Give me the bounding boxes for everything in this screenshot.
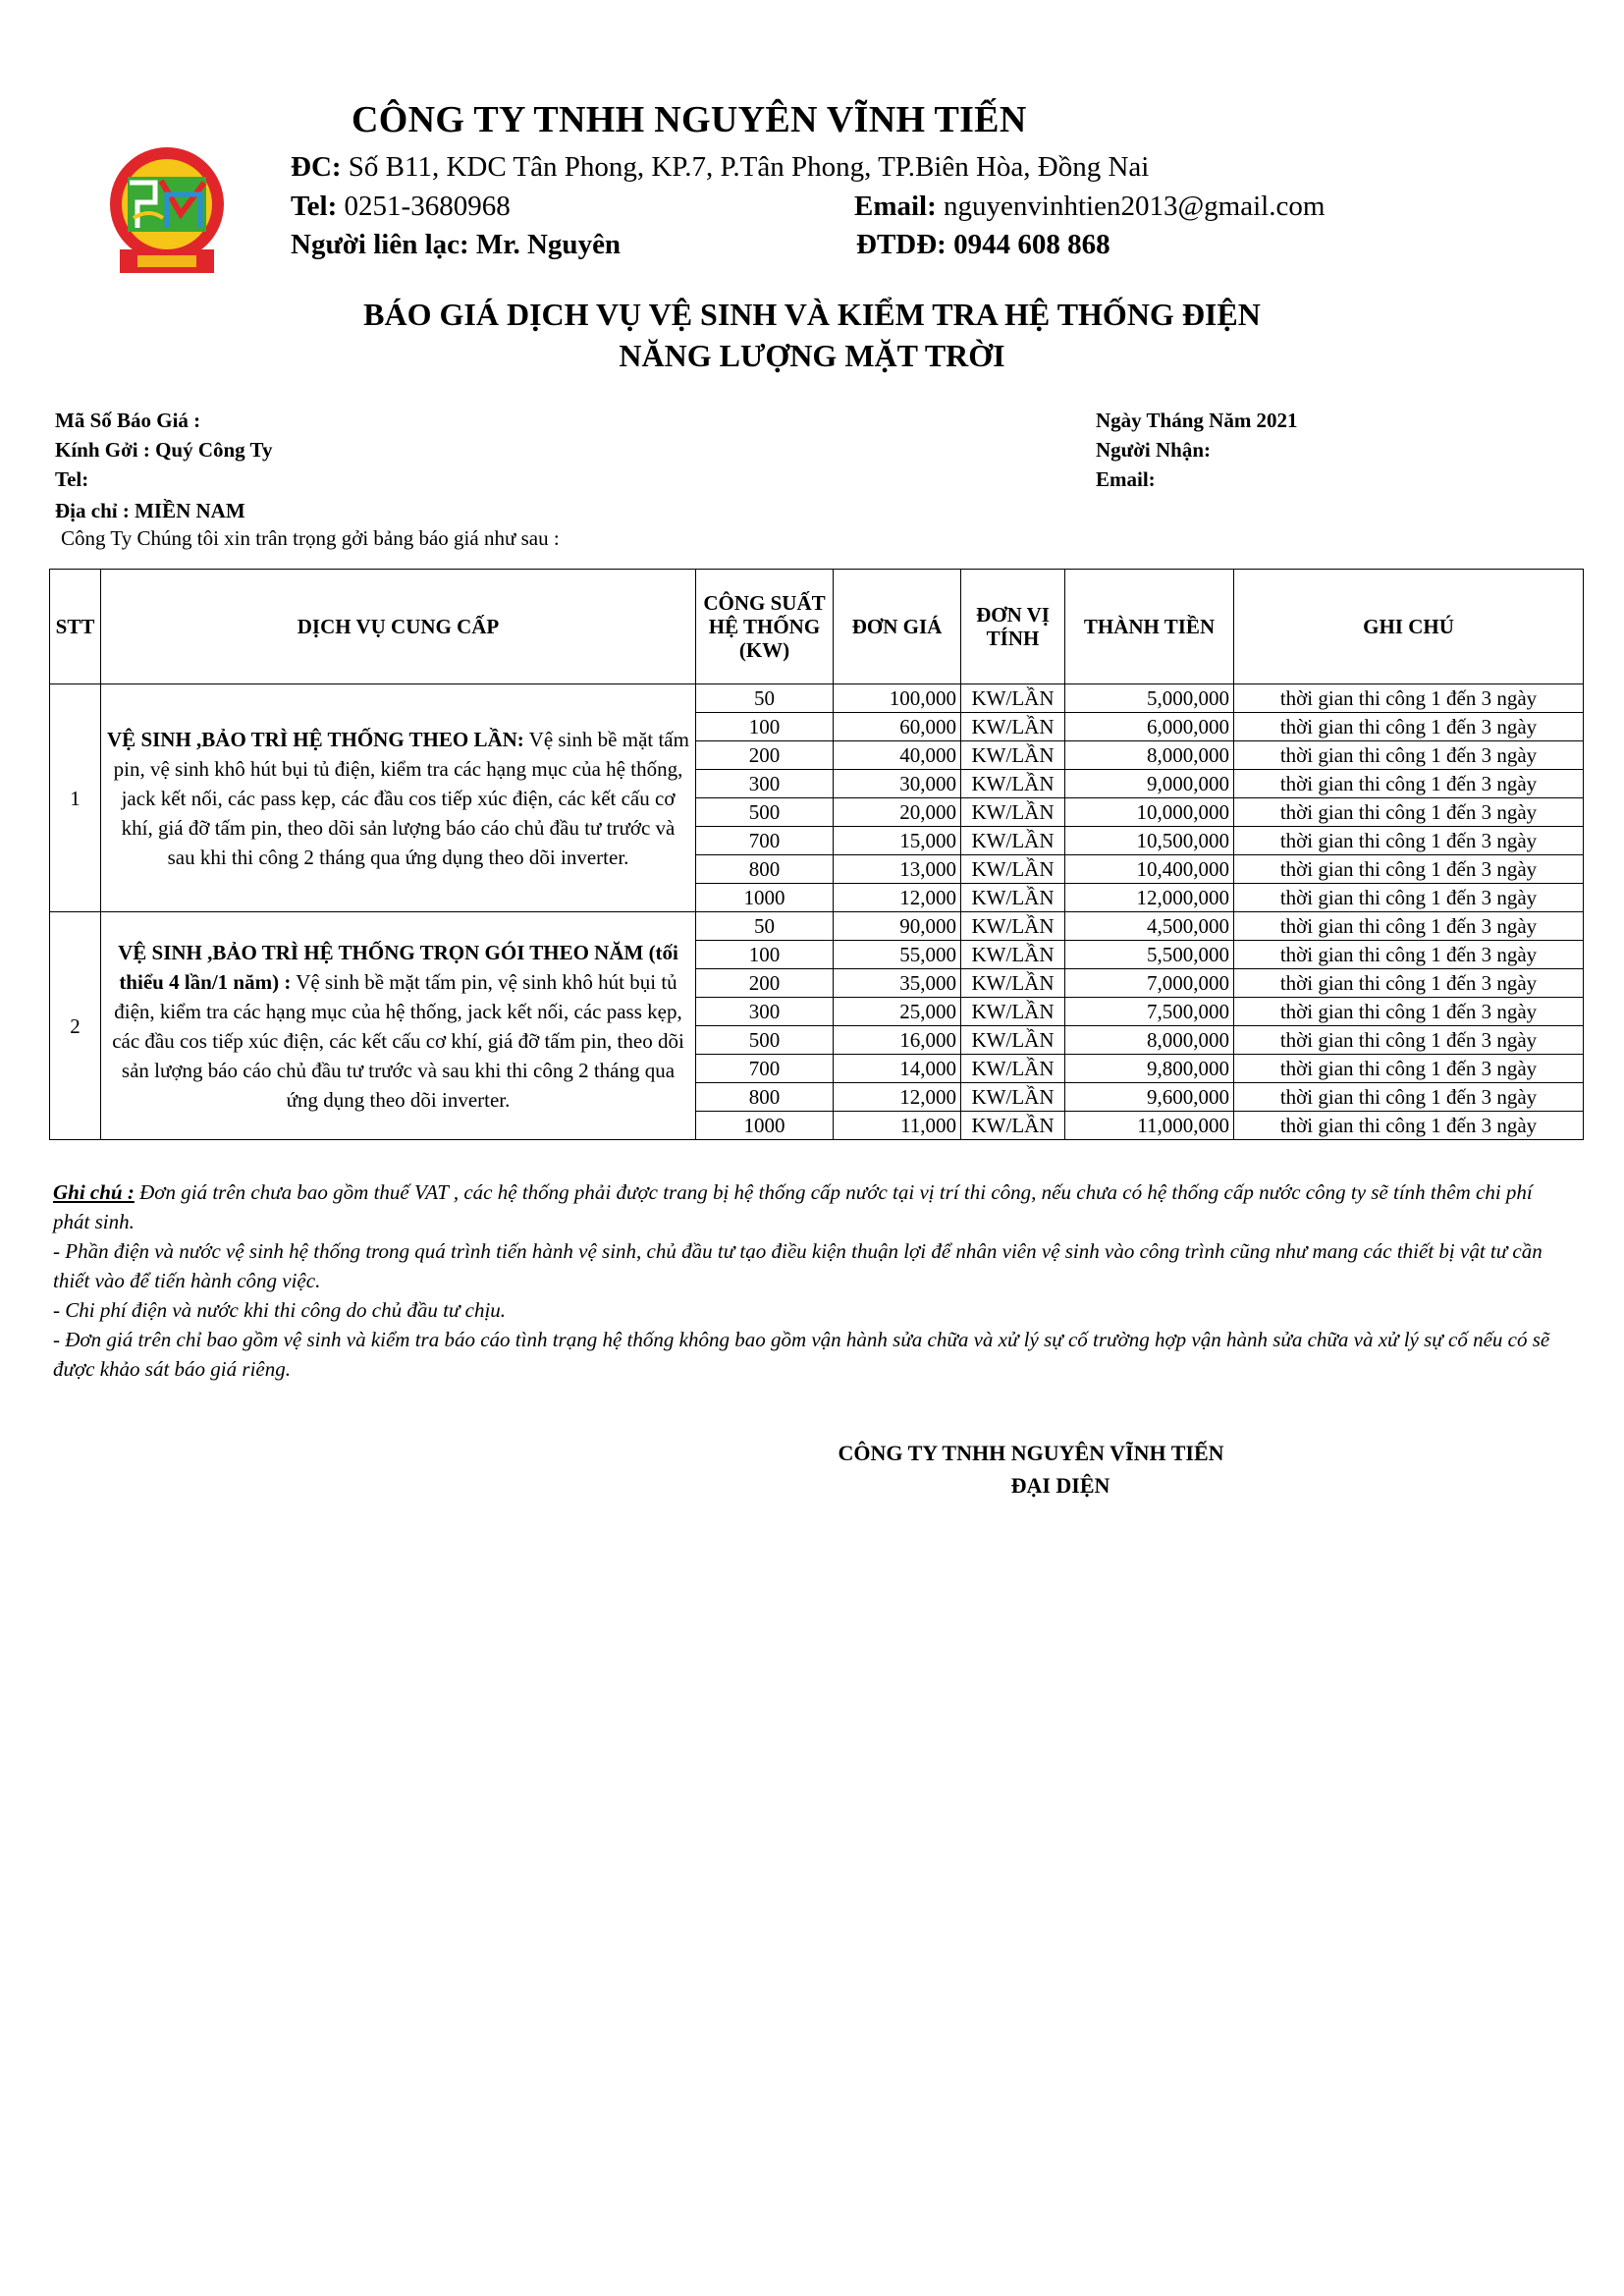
unit-cell: KW/LẦN [961,1083,1065,1112]
price-cell: 15,000 [834,827,961,855]
company-logo [98,143,236,279]
note-first [53,1177,1570,1236]
price-cell: 14,000 [834,1055,961,1083]
email-label: Email: [854,191,937,222]
price-cell: 11,000 [834,1112,961,1140]
capacity-cell: 300 [696,770,834,798]
unit-cell: KW/LẦN [961,684,1065,713]
header-total: THÀNH TIỀN [1065,570,1234,684]
note-cell: thời gian thi công 1 đến 3 ngày [1234,884,1584,912]
note-cell: thời gian thi công 1 đến 3 ngày [1234,1083,1584,1112]
note-cell: thời gian thi công 1 đến 3 ngày [1234,941,1584,969]
capacity-cell: 300 [696,998,834,1026]
total-cell: 12,000,000 [1065,884,1234,912]
note-cell: thời gian thi công 1 đến 3 ngày [1234,912,1584,941]
note-item: - Đơn giá trên chỉ bao gồm vệ sinh và kiểm tra báo cáo tình trạng hệ thống không bao gồm vận hành sửa chữa và xử lý sự cố trường hợp vận hành sửa chữa và xử lý sự cố nếu có sẽ được khảo sát báo giá riêng. [53,1328,1550,1381]
unit-cell: KW/LẦN [961,1026,1065,1055]
note-cell: thời gian thi công 1 đến 3 ngày [1234,713,1584,741]
total-cell: 7,500,000 [1065,998,1234,1026]
header-capacity: CÔNG SUẤT HỆ THỐNG (KW) [696,570,834,684]
capacity-cell: 1000 [696,884,834,912]
note-cell: thời gian thi công 1 đến 3 ngày [1234,770,1584,798]
price-cell: 20,000 [834,798,961,827]
capacity-cell: 800 [696,1083,834,1112]
unit-cell: KW/LẦN [961,998,1065,1026]
total-cell: 8,000,000 [1065,1026,1234,1055]
unit-cell: KW/LẦN [961,884,1065,912]
note-cell: thời gian thi công 1 đến 3 ngày [1234,684,1584,713]
tel-line [291,191,511,223]
email-line [854,191,1325,223]
email-value: nguyenvinhtien2013@gmail.com [944,191,1326,222]
note-cell: thời gian thi công 1 đến 3 ngày [1234,969,1584,998]
total-cell: 5,500,000 [1065,941,1234,969]
customer-tel: Tel: [55,467,89,491]
total-cell: 8,000,000 [1065,741,1234,770]
price-cell: 25,000 [834,998,961,1026]
total-cell: 4,500,000 [1065,912,1234,941]
capacity-cell: 200 [696,741,834,770]
document-title-line2: NĂNG LƯỢNG MẶT TRỜI [619,338,1005,373]
service-details: Vệ sinh bề mặt tấm pin, vệ sinh khô hút bụi tủ điện, kiểm tra các hạng mục của hệ thống, jack kết nối, các pass kẹp, các đầu cos tiếp xúc điện, các kết cấu cơ khí, giá đỡ tấm pin, theo dõi sản lượng báo cáo chủ đầu tư trước và sau khi thi công 2 tháng qua ứng dụng theo dõi inverter. [113,727,689,869]
total-cell: 11,000,000 [1065,1112,1234,1140]
total-cell: 9,000,000 [1065,770,1234,798]
signature-role: ĐẠI DIỆN [1010,1473,1110,1498]
tel-value: 0251-3680968 [344,191,511,222]
capacity-cell: 200 [696,969,834,998]
price-cell: 30,000 [834,770,961,798]
unit-cell: KW/LẦN [961,713,1065,741]
price-cell: 100,000 [834,684,961,713]
total-cell: 5,000,000 [1065,684,1234,713]
quote-date: Ngày Tháng Năm 2021 [1096,409,1298,432]
price-cell: 35,000 [834,969,961,998]
unit-cell: KW/LẦN [961,1112,1065,1140]
note-cell: thời gian thi công 1 đến 3 ngày [1234,1026,1584,1055]
total-cell: 7,000,000 [1065,969,1234,998]
table-header-row [50,570,1584,684]
intro-text: Công Ty Chúng tôi xin trân trọng gởi bảng báo giá như sau : [61,526,560,550]
notes-section [53,1177,1570,1384]
unit-cell: KW/LẦN [961,941,1065,969]
unit-cell: KW/LẦN [961,827,1065,855]
service-details: Vệ sinh bề mặt tấm pin, vệ sinh khô hút bụi tủ điện, kiểm tra các hạng mục của hệ thống, jack kết nối, các pass kẹp, các đầu cos tiếp xúc điện, các kết cấu cơ khí, giá đỡ tấm pin, theo dõi sản lượng báo cáo chủ đầu tư trước và sau khi thi công 2 tháng qua ứng dụng theo dõi inverter. [112,969,684,1112]
total-cell: 10,500,000 [1065,827,1234,855]
notes-label: Ghi chú : [53,1180,135,1204]
table-row [50,912,1584,941]
price-table [49,569,1584,1140]
total-cell: 6,000,000 [1065,713,1234,741]
service-name: VỆ SINH ,BẢO TRÌ HỆ THỐNG TRỌN GÓI THEO NĂM (tối thiểu 4 lần/1 năm) : [118,940,678,994]
capacity-cell: 100 [696,941,834,969]
total-cell: 10,400,000 [1065,855,1234,884]
note-cell: thời gian thi công 1 đến 3 ngày [1234,855,1584,884]
address-value: Số B11, KDC Tân Phong, KP.7, P.Tân Phong, TP.Biên Hòa, Đồng Nai [348,151,1150,183]
unit-cell: KW/LẦN [961,912,1065,941]
note-item: - Chi phí điện và nước khi thi công do chủ đầu tư chịu. [53,1298,507,1322]
price-cell: 40,000 [834,741,961,770]
tel-label: Tel: [291,191,338,222]
note-cell: thời gian thi công 1 đến 3 ngày [1234,741,1584,770]
contact-person: Người liên lạc: Mr. Nguyên [291,229,622,260]
total-cell: 9,600,000 [1065,1083,1234,1112]
price-cell: 12,000 [834,1083,961,1112]
service-description [101,684,696,912]
header-price: ĐƠN GIÁ [834,570,961,684]
document-title-line1: BÁO GIÁ DỊCH VỤ VỆ SINH VÀ KIỂM TRA HỆ THỐNG ĐIỆN [363,297,1261,332]
capacity-cell: 50 [696,684,834,713]
unit-cell: KW/LẦN [961,969,1065,998]
customer-address: Địa chỉ : MIỀN NAM [55,499,245,522]
service-description [101,912,696,1140]
price-cell: 55,000 [834,941,961,969]
stt-cell: 1 [50,684,101,912]
capacity-cell: 700 [696,827,834,855]
service-name: VỆ SINH ,BẢO TRÌ HỆ THỐNG THEO LẦN: [107,727,524,751]
capacity-cell: 1000 [696,1112,834,1140]
capacity-cell: 700 [696,1055,834,1083]
header-note: GHI CHÚ [1234,570,1584,684]
capacity-cell: 500 [696,798,834,827]
note-cell: thời gian thi công 1 đến 3 ngày [1234,1055,1584,1083]
total-cell: 10,000,000 [1065,798,1234,827]
capacity-cell: 800 [696,855,834,884]
capacity-cell: 50 [696,912,834,941]
customer-email: Email: [1096,467,1156,491]
total-cell: 9,800,000 [1065,1055,1234,1083]
table-body [50,684,1584,1140]
header-stt: STT [50,570,101,684]
unit-cell: KW/LẦN [961,741,1065,770]
note-item: - Phần điện và nước vệ sinh hệ thống trong quá trình tiến hành vệ sinh, chủ đầu tư tạo điều kiện thuận lợi để nhân viên vệ sinh vào công trình cũng như mang các thiết bị vật tư cần thiết vào để tiến hành công việc. [53,1239,1543,1292]
addressee: Kính Gởi : Quý Công Ty [55,438,273,462]
note-cell: thời gian thi công 1 đến 3 ngày [1234,1112,1584,1140]
header-unit: ĐƠN VỊ TÍNH [961,570,1065,684]
recipient: Người Nhận: [1096,438,1211,462]
unit-cell: KW/LẦN [961,1055,1065,1083]
note-cell: thời gian thi công 1 đến 3 ngày [1234,827,1584,855]
price-cell: 12,000 [834,884,961,912]
unit-cell: KW/LẦN [961,855,1065,884]
signature-company: CÔNG TY TNHH NGUYÊN VĨNH TIẾN [838,1441,1224,1465]
note-cell: thời gian thi công 1 đến 3 ngày [1234,798,1584,827]
table-row [50,684,1584,713]
header-service: DỊCH VỤ CUNG CẤP [101,570,696,684]
address-line [291,151,1149,184]
stt-cell: 2 [50,912,101,1140]
company-name: CÔNG TY TNHH NGUYÊN VĨNH TIẾN [352,99,1027,140]
capacity-cell: 100 [696,713,834,741]
price-cell: 90,000 [834,912,961,941]
price-cell: 16,000 [834,1026,961,1055]
capacity-cell: 500 [696,1026,834,1055]
unit-cell: KW/LẦN [961,770,1065,798]
unit-cell: KW/LẦN [961,798,1065,827]
address-label: ĐC: [291,151,342,183]
price-cell: 60,000 [834,713,961,741]
price-cell: 13,000 [834,855,961,884]
quote-number: Mã Số Báo Giá : [55,409,201,432]
note-first-text: Đơn giá trên chưa bao gồm thuế VAT , các hệ thống phải được trang bị hệ thống cấp nước tại vị trí thi công, nếu chưa có hệ thống cấp nước công ty sẽ tính thêm chi phí phát sinh. [53,1180,1533,1233]
mobile-phone: ĐTDĐ: 0944 608 868 [856,229,1110,260]
note-cell: thời gian thi công 1 đến 3 ngày [1234,998,1584,1026]
